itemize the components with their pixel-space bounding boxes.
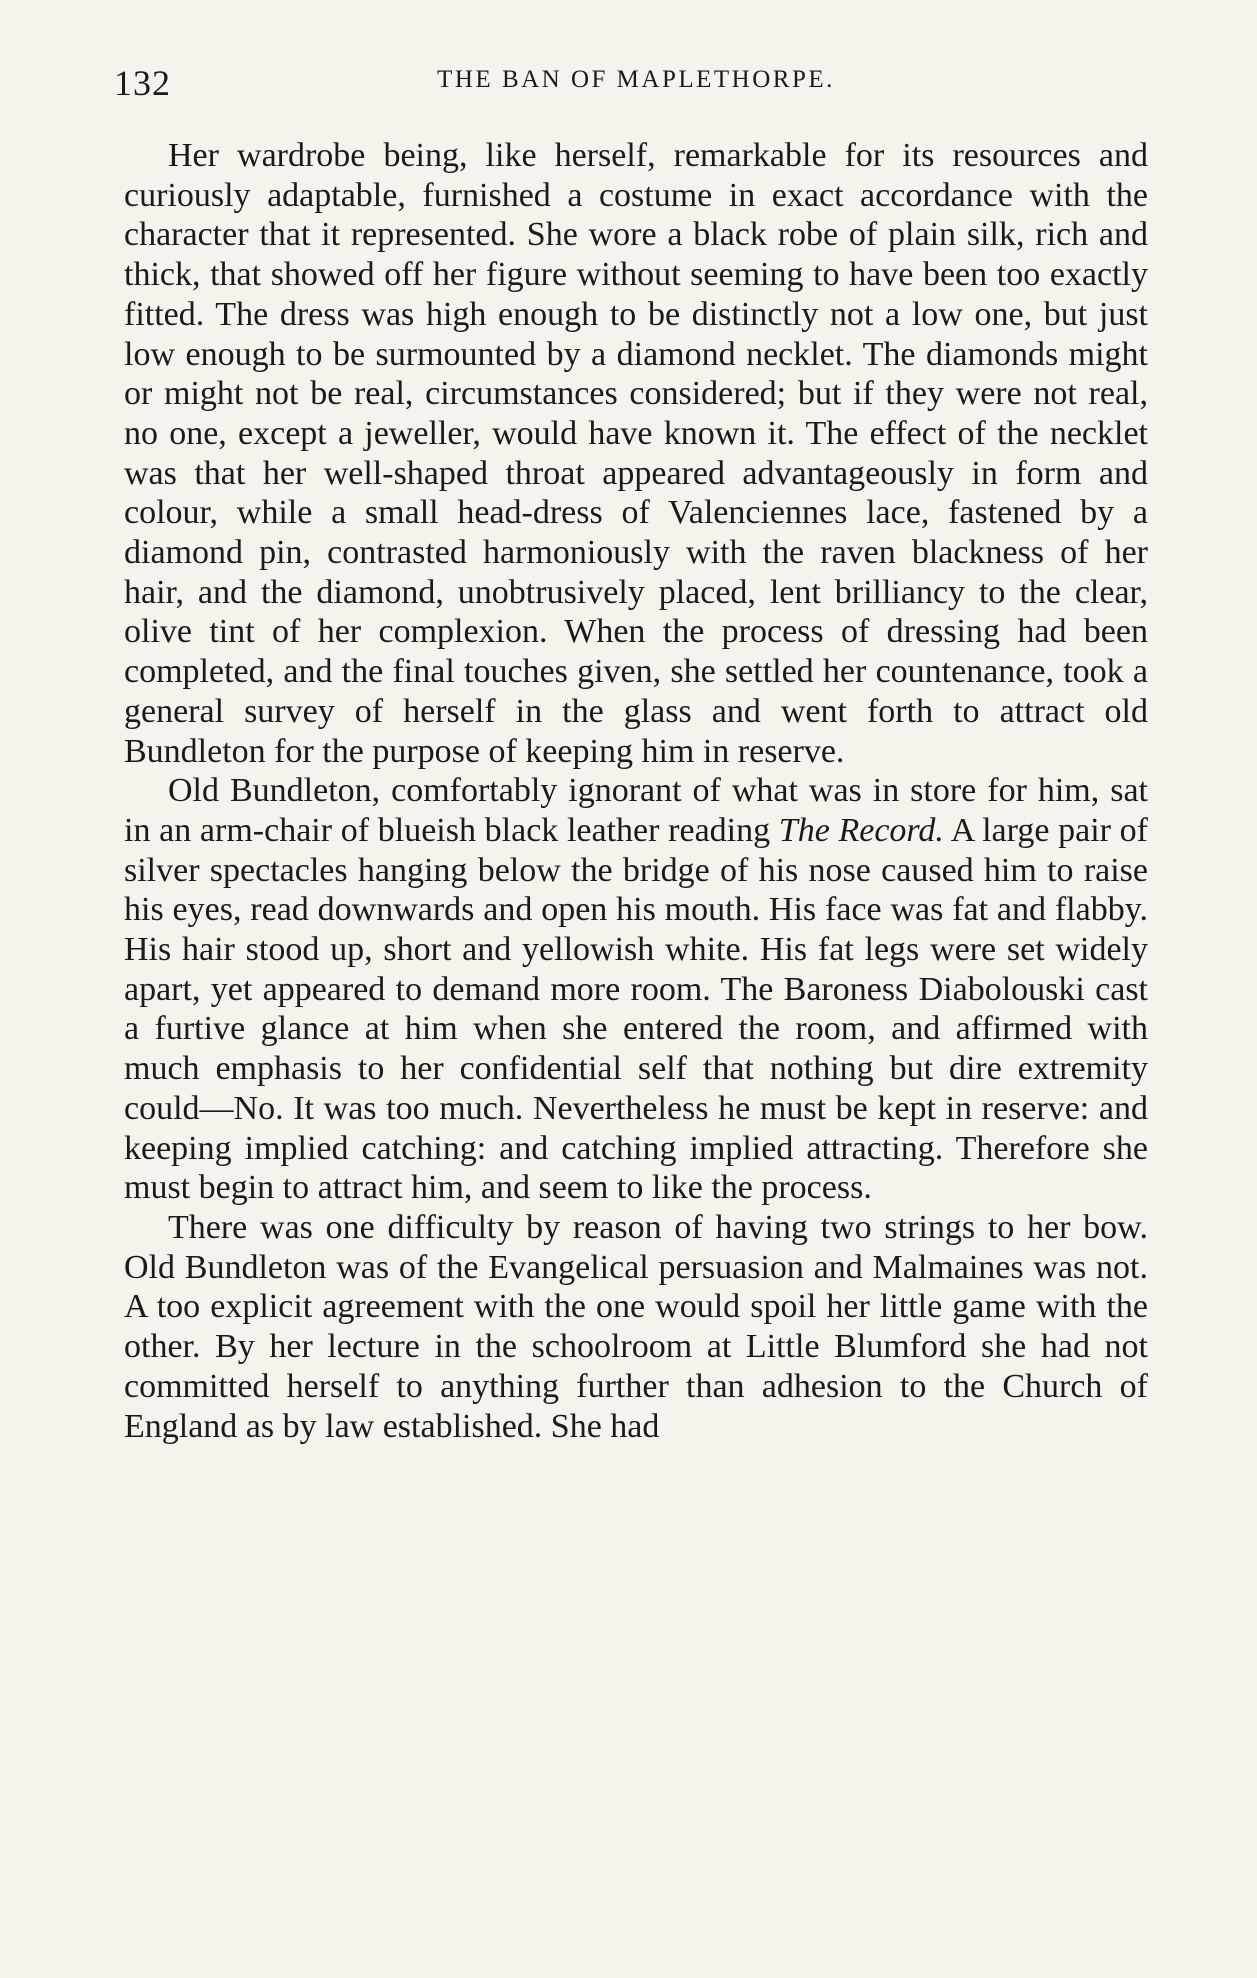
paragraph-3: There was one difficulty by reason of having two strings to her bow. Old Bundleton was of the Evangelical persuasion and Malmaines was not. A too explicit agreement with the one would spoil her little game with the other. By her lecture in the schoolroom at Little Blumford she had not committed herself to anything further than adhesion to the Church of England as by law established. She had	[124, 1208, 1148, 1445]
running-title: THE BAN OF MAPLETHORPE.	[437, 66, 835, 93]
newspaper-title: The Record.	[778, 811, 944, 849]
page-number: 132	[114, 63, 171, 103]
paragraph-2	[124, 771, 1148, 1208]
body-text	[124, 136, 1148, 1446]
paragraph-1: Her wardrobe being, like herself, remarkable for its resources and curiously adaptable, furnished a costume in exact accordance with the character that it represented. She wore a black robe of plain silk, rich and thick, that showed off her figure without seeming to have been too exactly fitted. The dress was high enough to be distinctly not a low one, but just low enough to be surmounted by a diamond necklet. The diamonds might or might not be real, circumstances considered; but if they were not real, no one, except a jeweller, would have known it. The effect of the necklet was that her well-shaped throat appeared advantageously in form and colour, while a small head-dress of Valenciennes lace, fastened by a diamond pin, contrasted harmoniously with the raven blackness of her hair, and the diamond, unobtrusively placed, lent brilliancy to the clear, olive tint of her complexion. When the process of dressing had been completed, and the final touches given, she settled her countenance, took a general survey of herself in the glass and went forth to attract old Bundleton for the purpose of keeping him in reserve.	[124, 137, 1148, 770]
paragraph-2-text-start: Old Bundleton, comfortably ignorant of what was in store for him, sat in an arm-chair of blueish black leather reading	[124, 772, 1148, 849]
paragraph-2-text-end: A large pair of silver spectacles hanging below the bridge of his nose caused him to raise his eyes, read downwards and open his mouth. His face was fat and flabby. His hair stood up, short and yellowish white. His fat legs were set widely apart, yet appeared to demand more room. The Baroness Diabolouski cast a furtive glance at him when she entered the room, and affirmed with much emphasis to her confidential self that nothing but dire extremity could—No. It was too much. Nevertheless he must be kept in reserve: and keeping implied catching: and catching implied attracting. Therefore she must begin to attract him, and seem to like the process.	[124, 811, 1149, 1207]
running-head	[114, 62, 1158, 102]
